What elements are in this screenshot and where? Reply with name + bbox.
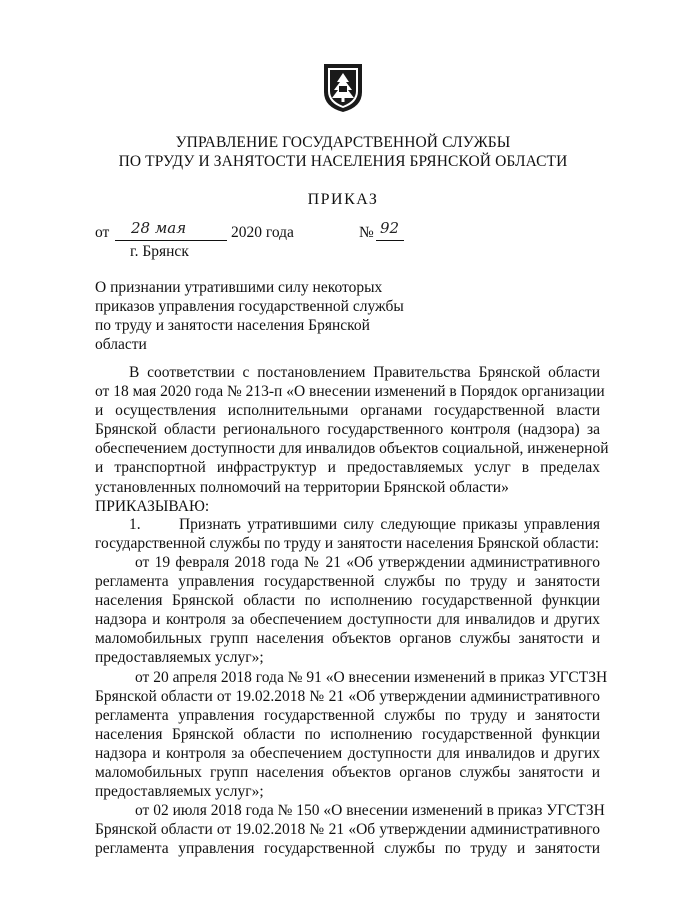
subject-line: области bbox=[95, 336, 147, 353]
order-entry-line: надзора и контроля за обеспечением доступности для инвалидов и других bbox=[95, 744, 600, 762]
item-text: Признать утратившими силу следующие приказы управления bbox=[178, 516, 601, 533]
handwritten-number: 92 bbox=[380, 219, 400, 237]
preamble bbox=[95, 363, 609, 516]
number-prefix: № bbox=[359, 224, 374, 241]
date-prefix: от bbox=[95, 224, 110, 241]
item-1 bbox=[95, 515, 600, 553]
subject-line: О признании утратившими силу некоторых bbox=[95, 279, 383, 296]
preamble-line: и осуществления исполнительными органами государственной власти bbox=[95, 402, 600, 420]
order-entry-line: Брянской области от 19.02.2018 № 21 «Об утверждении административного bbox=[95, 687, 600, 705]
order-entry-line: Брянской области от 19.02.2018 № 21 «Об утверждении административного bbox=[95, 821, 600, 839]
preamble-line: обеспечением доступности для инвалидов объектов социальной, инженерной bbox=[95, 440, 609, 458]
subject-line: по труду и занятости населения Брянской bbox=[95, 317, 370, 334]
order-entry-line: регламента управления государственной службы по труду и занятости bbox=[95, 573, 600, 591]
preamble-line: В соответствии с постановлением Правительства Брянской области bbox=[129, 364, 600, 381]
agency-name-line-1: УПРАВЛЕНИЕ ГОСУДАРСТВЕННОЙ СЛУЖБЫ bbox=[175, 134, 511, 151]
handwritten-date: 28 мая bbox=[131, 219, 187, 237]
order-entry-line: регламента управления государственной службы по труду и занятости bbox=[95, 706, 600, 724]
date-underline bbox=[115, 240, 227, 241]
coat-of-arms-icon bbox=[322, 62, 364, 114]
preamble-line: и транспортной инфраструктур и предоставляемых услуг в пределах bbox=[95, 459, 600, 477]
order-entry-line: надзора и контроля за обеспечением доступности для инвалидов и других bbox=[95, 611, 600, 629]
preamble-line: от 18 мая 2020 года № 213-п «О внесении изменений в Порядок организации bbox=[95, 383, 605, 401]
preamble-line: установленных полномочий на территории Брянской области» bbox=[95, 478, 509, 496]
year-text: 2020 года bbox=[231, 224, 294, 241]
order-entry-line: от 19 февраля 2018 года № 21 «Об утверждении административного bbox=[135, 554, 600, 571]
order-entry-line: населения Брянской области по исполнению государственной функции bbox=[95, 592, 600, 610]
item-1-first-line bbox=[95, 515, 600, 534]
order-entry-line: от 20 апреля 2018 года № 91 «О внесении изменений в приказ УГСТЗН bbox=[135, 668, 608, 686]
order-entry-line: регламента управления государственной службы по труду и занятости bbox=[95, 840, 600, 858]
order-entry-line: маломобильных групп населения объектов органов службы занятости и bbox=[95, 630, 600, 648]
item-number: 1. bbox=[129, 516, 141, 533]
order-entry-line: маломобильных групп населения объектов органов службы занятости и bbox=[95, 764, 600, 782]
order-entry-line: от 02 июля 2018 года № 150 «О внесении изменений в приказ УГСТЗН bbox=[135, 802, 605, 820]
order-subject bbox=[95, 278, 404, 354]
document-title: ПРИКАЗ bbox=[307, 191, 379, 208]
city: г. Брянск bbox=[130, 243, 189, 260]
order-entry-line: предоставляемых услуг»; bbox=[95, 649, 264, 667]
preamble-line: Брянской области регионального государственного контроля (надзора) за bbox=[95, 421, 600, 439]
order-entry-line: предоставляемых услуг»; bbox=[95, 783, 264, 801]
order-entry-line: населения Брянской области по исполнению государственной функции bbox=[95, 725, 600, 743]
agency-name-line-2: ПО ТРУДУ И ЗАНЯТОСТИ НАСЕЛЕНИЯ БРЯНСКОЙ ОБЛАСТИ bbox=[118, 153, 568, 170]
subject-line: приказов управления государственной службы bbox=[95, 298, 404, 315]
item-line: государственной службы по труду и занятости населения Брянской области: bbox=[95, 535, 600, 553]
number-underline bbox=[376, 240, 404, 241]
repealed-orders-list bbox=[95, 553, 608, 859]
decree-word: ПРИКАЗЫВАЮ: bbox=[95, 497, 210, 515]
